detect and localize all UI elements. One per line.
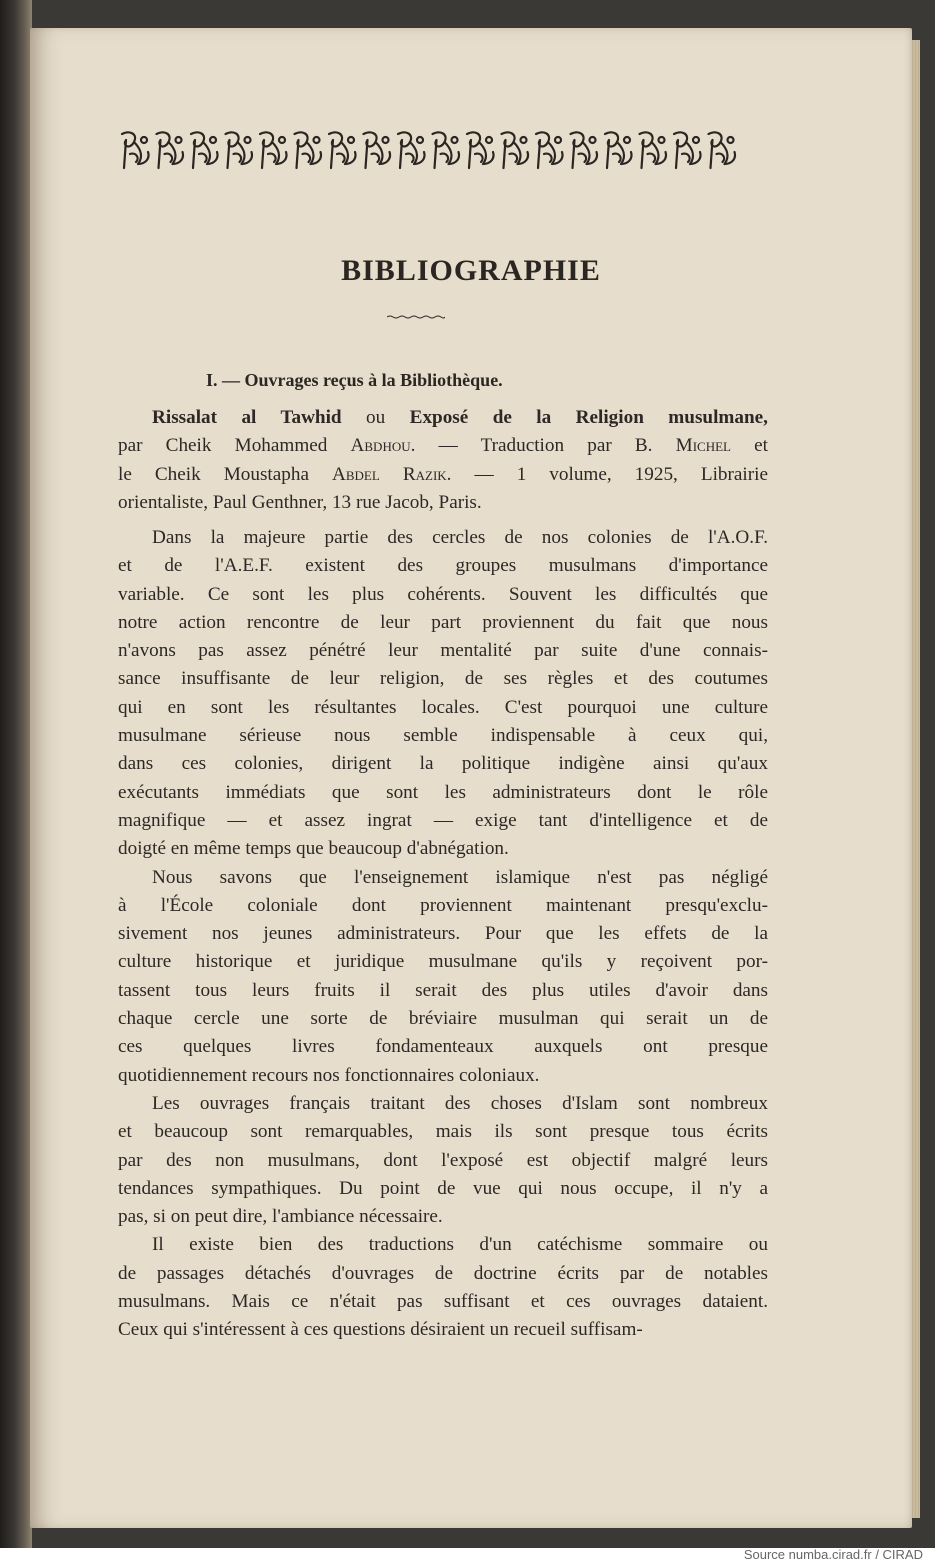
author-name: Abdhou: [350, 435, 411, 457]
wavy-rule-icon: [387, 315, 445, 319]
ornament-motif: [260, 132, 287, 168]
text-line: par des non musulmans, dont l'exposé est objectif malgré leurs: [118, 1149, 768, 1171]
entry-text: . — Traduction par B.: [410, 435, 676, 457]
text-line: dans ces colonies, dirigent la politique indigène ainsi qu'aux: [118, 753, 768, 775]
floral-ornament-icon: [114, 124, 742, 176]
text-line: musulmans. Mais ce n'était pas suffisant et ces ouvrages dataient.: [118, 1291, 768, 1313]
ornament-motif: [329, 132, 356, 168]
paragraph: [118, 864, 768, 1090]
entry-translator-line: [118, 461, 768, 489]
text-line: à l'École coloniale dont proviennent maintenant presqu'exclu-: [118, 894, 768, 916]
ornament-motif: [709, 132, 736, 168]
text-line: culture historique et juridique musulmane qu'ils y reçoivent por-: [118, 951, 768, 973]
review-body: [118, 524, 768, 1345]
text-line: qui en sont les résultantes locales. C'est pourquoi une culture: [118, 696, 768, 718]
entry-connector: ou: [341, 407, 410, 428]
ornament-motif: [157, 132, 184, 168]
text-line: Les ouvrages français traitant des choses d'Islam sont nombreux: [152, 1092, 768, 1114]
text-line: Dans la majeure partie des cercles de nos colonies de l'A.O.F.: [152, 527, 768, 548]
entry-text: et: [730, 435, 768, 457]
paragraph: [118, 1231, 768, 1344]
ornament-motif: [467, 132, 494, 168]
section-heading: I. — Ouvrages reçus à la Bibliothèque.: [206, 370, 503, 390]
text-line: tendances sympathiques. Du point de vue qui nous occupe, il n'y a: [118, 1177, 768, 1199]
ornament-motif: [605, 132, 632, 168]
ornament-motif: [295, 132, 322, 168]
text-line: sance insuffisante de leur religion, de ses règles et des coutumes: [118, 668, 768, 690]
entry-publisher-line: orientaliste, Paul Genthner, 13 rue Jacob, Paris.: [118, 491, 482, 513]
page-title: BIBLIOGRAPHIE: [341, 254, 601, 287]
text-line: exécutants immédiats que sont les administrateurs dont le rôle: [118, 781, 768, 803]
ornament-motif: [191, 132, 218, 168]
text-line: Il existe bien des traductions d'un catéchisme sommaire ou: [152, 1234, 768, 1256]
entry-title-line: [118, 404, 768, 432]
source-credit: Source numba.cirad.fr / CIRAD: [743, 1547, 923, 1562]
translator-name: Abdel Razik: [332, 463, 447, 485]
ornament-motif: [640, 132, 667, 168]
text-line: doigté en même temps que beaucoup d'abnégation.: [118, 838, 509, 860]
text-line: notre action rencontre de leur part proviennent du fait que nous: [118, 611, 768, 633]
entry-author-line: [118, 432, 768, 460]
text-line: sivement nos jeunes administrateurs. Pour que les effets de la: [118, 923, 768, 945]
text-line: et beaucoup sont remarquables, mais ils sont presque tous écrits: [118, 1121, 768, 1143]
ornament-motif: [502, 132, 529, 168]
page-sheet: [30, 28, 912, 1528]
translator-name: Michel: [675, 435, 731, 457]
bibliography-entry: [118, 404, 768, 517]
text-line: ces quelques livres fondamenteaux auxquels ont presque: [118, 1036, 768, 1058]
book-title: Rissalat al Tawhid: [152, 407, 342, 428]
ornament-motif: [122, 132, 149, 168]
ornament-motif: [398, 132, 425, 168]
text-line: Nous savons que l'enseignement islamique n'est pas négligé: [152, 866, 768, 888]
ornament-motif: [433, 132, 460, 168]
text-line: Ceux qui s'intéressent à ces questions désiraient un recueil suffisam-: [118, 1319, 643, 1341]
book-spine: [0, 0, 32, 1548]
ornament-motif: [674, 132, 701, 168]
ornament-motif: [226, 132, 253, 168]
entry-text: par Cheik Mohammed: [118, 435, 351, 457]
paragraph: [118, 524, 768, 864]
paragraph: [118, 1090, 768, 1231]
ornament-motif: [571, 132, 598, 168]
text-line: quotidiennement recours nos fonctionnaires coloniaux.: [118, 1064, 540, 1086]
text-line: chaque cercle une sorte de bréviaire musulman qui serait un de: [118, 1008, 768, 1030]
text-line: musulmane sérieuse nous semble indispensable à ceux qui,: [118, 725, 768, 747]
text-line: variable. Ce sont les plus cohérents. Souvent les difficultés que: [118, 583, 768, 605]
entry-text: le Cheik Moustapha: [118, 463, 332, 485]
text-line: n'avons pas assez pénétré leur mentalité par suite d'une connais-: [118, 640, 768, 662]
text-line: pas, si on peut dire, l'ambiance nécessaire.: [118, 1206, 443, 1228]
text-line: et de l'A.E.F. existent des groupes musulmans d'importance: [118, 555, 768, 577]
text-line: magnifique — et assez ingrat — exige tant d'intelligence et de: [118, 809, 768, 831]
ornament-motif: [536, 132, 563, 168]
text-line: tassent tous leurs fruits il serait des plus utiles d'avoir dans: [118, 979, 768, 1001]
book-subtitle: Exposé de la Religion musulmane,: [409, 407, 768, 428]
entry-text: . — 1 volume, 1925, Librairie: [446, 463, 768, 485]
ornament-motif: [364, 132, 391, 168]
text-line: de passages détachés d'ouvrages de doctrine écrits par de notables: [118, 1262, 768, 1284]
